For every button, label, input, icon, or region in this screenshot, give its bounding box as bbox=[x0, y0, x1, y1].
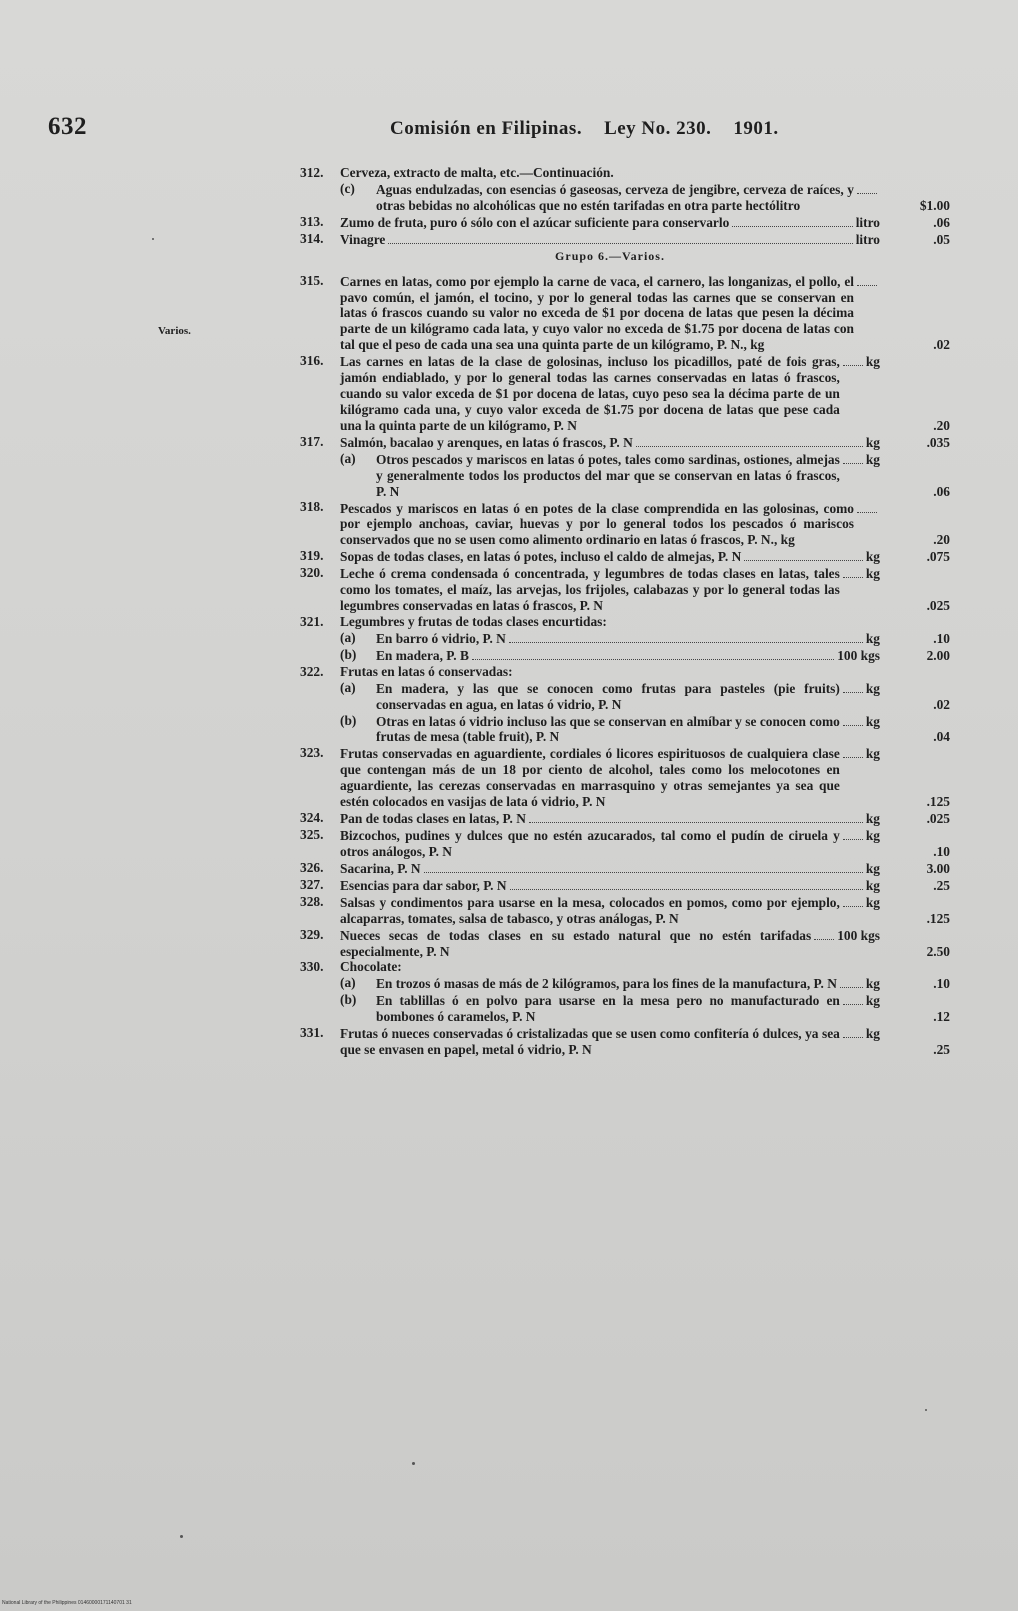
item-number: 326. bbox=[300, 859, 324, 875]
item-number: 317. bbox=[300, 433, 324, 449]
dot-leader bbox=[857, 499, 877, 512]
item-number: 329. bbox=[300, 926, 324, 942]
leader-line bbox=[340, 565, 880, 614]
unit-label: 100 kgs bbox=[837, 647, 880, 663]
tariff-subitem bbox=[300, 975, 950, 992]
scan-speck bbox=[412, 1462, 415, 1465]
tariff-item bbox=[300, 959, 950, 975]
leader-line bbox=[376, 451, 880, 500]
dot-leader bbox=[388, 231, 852, 244]
duty-rate: .025 bbox=[926, 598, 950, 614]
item-description bbox=[340, 231, 880, 248]
tariff-item bbox=[300, 860, 950, 877]
tariff-schedule bbox=[300, 165, 950, 1058]
duty-rate: .02 bbox=[933, 337, 950, 353]
leader-line bbox=[340, 894, 880, 927]
unit-label: kg bbox=[865, 746, 880, 762]
item-text: Salsas y condimentos para usarse en la mesa, colocados en pomos, como por ejemplo, alcaparras, tomates, salsa de tabasco, y otras análogas, P. N bbox=[340, 894, 840, 926]
item-description bbox=[340, 894, 880, 927]
leader-line bbox=[340, 877, 880, 894]
unit-label: kg bbox=[865, 860, 880, 876]
dot-leader bbox=[472, 647, 834, 660]
subitem-letter: (a) bbox=[340, 975, 356, 991]
item-text: Nueces secas de todas clases en su estado natural que no estén tarifadas especialmente, P. N bbox=[340, 927, 812, 959]
unit-label: kg bbox=[865, 894, 880, 910]
scan-footer: National Library of the Philippines 01460000171140701 31 bbox=[2, 1600, 132, 1606]
unit-label: kg bbox=[865, 877, 880, 893]
unit-label: kg bbox=[865, 993, 880, 1009]
unit-label: litro bbox=[855, 214, 880, 230]
dot-leader bbox=[843, 451, 863, 464]
tariff-item bbox=[300, 165, 950, 181]
item-description bbox=[340, 214, 880, 231]
tariff-item bbox=[300, 827, 950, 860]
leader-line bbox=[340, 214, 880, 231]
item-description bbox=[340, 1025, 880, 1058]
unit-label: kg bbox=[865, 549, 880, 565]
item-description: Chocolate: bbox=[340, 959, 402, 975]
item-number: 330. bbox=[300, 959, 324, 975]
subitem-letter: (c) bbox=[340, 180, 355, 196]
item-description bbox=[376, 975, 880, 992]
leader-line bbox=[340, 548, 880, 565]
tariff-item bbox=[300, 810, 950, 827]
item-description bbox=[340, 745, 880, 810]
item-text: Frutas conservadas en aguardiente, cordiales ó licores espirituosos de cualquiera clase que contengan más de un 18 por ciento de alcohol, tales como los melocotones en aguardiente, las cerezas conservadas en marrasquino y otras semejantes ya sea que estén colocados en vasijas de lata ó vidrio, P. N bbox=[340, 746, 840, 810]
tariff-item bbox=[300, 353, 950, 434]
item-number: 321. bbox=[300, 613, 324, 629]
page-number: 632 bbox=[48, 113, 87, 140]
running-head-law: Ley No. 230. bbox=[604, 118, 712, 139]
duty-rate: .035 bbox=[926, 434, 950, 450]
item-text: Pan de todas clases en latas, P. N bbox=[340, 811, 526, 827]
item-number: 313. bbox=[300, 213, 324, 229]
leader-line bbox=[376, 680, 880, 713]
subitem-letter: (b) bbox=[340, 712, 357, 728]
item-text: En tablillas ó en polvo para usarse en la mesa pero no manufacturado en bombones ó caramelos, P. N bbox=[376, 993, 840, 1025]
duty-rate: .10 bbox=[933, 630, 950, 646]
item-text: Pescados y mariscos en latas ó en potes de la clase comprendida en las golosinas, como por ejemplo anchoas, caviar, huevas y por lo general todos los pescados ó mariscos conservados que no se usen como alimento ordinario en latas ó frascos, P. N., kg bbox=[340, 500, 854, 548]
item-text: Carnes en latas, como por ejemplo la carne de vaca, el carnero, las longanizas, el pollo, el pavo común, el jamón, el tocino, y por lo general todas las carnes que se conservan en latas ó frascos cuando su valor no exceda de $1 por docena de latas que pesen la décima parte de un kilógramo cada lata, y cuyo valor no exceda de $1.75 por docena de latas con tal que el peso de cada una sea una quinta parte de un kilógramo, P. N., kg bbox=[340, 273, 854, 353]
duty-rate: 3.00 bbox=[926, 860, 950, 876]
item-text: En barro ó vidrio, P. N bbox=[376, 630, 506, 646]
unit-label: kg bbox=[865, 434, 880, 450]
dot-leader bbox=[843, 353, 863, 366]
unit-label: kg bbox=[865, 680, 880, 696]
duty-rate: .25 bbox=[933, 877, 950, 893]
tariff-subitem bbox=[300, 181, 950, 214]
leader-line bbox=[376, 630, 880, 647]
unit-label: kg bbox=[865, 630, 880, 646]
leader-line bbox=[340, 1025, 880, 1058]
item-text: Zumo de fruta, puro ó sólo con el azúcar suficiente para conservarlo bbox=[340, 214, 730, 230]
item-description bbox=[340, 273, 880, 354]
unit-label: kg bbox=[865, 811, 880, 827]
dot-leader bbox=[843, 680, 863, 693]
item-text: En madera, y las que se conocen como frutas para pasteles (pie fruits) conservadas en agua, en latas ó vidrio, P. N bbox=[376, 680, 840, 712]
duty-rate: .05 bbox=[933, 231, 950, 247]
item-description bbox=[376, 713, 880, 746]
leader-line bbox=[376, 713, 880, 746]
leader-line bbox=[340, 353, 880, 434]
tariff-item bbox=[300, 273, 950, 354]
item-description bbox=[376, 451, 880, 500]
tariff-item bbox=[300, 664, 950, 680]
subitem-letter: (a) bbox=[340, 679, 356, 695]
item-number: 328. bbox=[300, 893, 324, 909]
scan-speck bbox=[180, 1535, 183, 1538]
unit-label: kg bbox=[865, 566, 880, 582]
tariff-item bbox=[300, 745, 950, 810]
duty-rate: .125 bbox=[926, 794, 950, 810]
leader-line bbox=[376, 647, 880, 664]
item-text: Otras en latas ó vidrio incluso las que se conservan en almíbar y se conocen como frutas de mesa (table fruit), P. N bbox=[376, 713, 840, 745]
item-description bbox=[340, 565, 880, 614]
leader-line bbox=[340, 434, 880, 451]
unit-label: kg bbox=[865, 354, 880, 370]
tariff-subitem bbox=[300, 680, 950, 713]
duty-rate: 2.50 bbox=[926, 943, 950, 959]
item-description: Legumbres y frutas de todas clases encurtidas: bbox=[340, 613, 607, 629]
duty-rate: 2.00 bbox=[926, 647, 950, 663]
item-number: 312. bbox=[300, 165, 324, 180]
dot-leader bbox=[843, 992, 863, 1005]
dot-leader bbox=[843, 745, 863, 758]
item-description bbox=[340, 877, 880, 894]
dot-leader bbox=[509, 630, 863, 643]
subitem-letter: (b) bbox=[340, 992, 357, 1008]
tariff-item bbox=[300, 927, 950, 960]
dot-leader bbox=[843, 713, 863, 726]
tariff-item bbox=[300, 499, 950, 548]
tariff-item bbox=[300, 894, 950, 927]
item-description bbox=[340, 548, 880, 565]
tariff-item bbox=[300, 214, 950, 231]
item-text: En madera, P. B bbox=[376, 647, 469, 663]
item-text: Esencias para dar sabor, P. N bbox=[340, 877, 507, 893]
item-number: 314. bbox=[300, 230, 324, 246]
leader-line bbox=[340, 927, 880, 960]
item-number: 315. bbox=[300, 272, 324, 288]
item-number: 324. bbox=[300, 810, 324, 826]
leader-line bbox=[340, 273, 880, 354]
dot-leader bbox=[814, 927, 834, 940]
unit-label: kg bbox=[865, 976, 880, 992]
unit-label: kg bbox=[865, 828, 880, 844]
item-number: 320. bbox=[300, 565, 324, 581]
subitem-letter: (a) bbox=[340, 450, 356, 466]
item-text: En trozos ó masas de más de 2 kilógramos, para los fines de la manufactura, P. N bbox=[376, 976, 837, 992]
dot-leader bbox=[843, 1025, 863, 1038]
dot-leader bbox=[840, 975, 863, 988]
item-text: Vinagre bbox=[340, 231, 386, 247]
dot-leader bbox=[529, 810, 863, 823]
dot-leader bbox=[857, 181, 877, 194]
duty-rate: .06 bbox=[933, 214, 950, 230]
duty-rate: .12 bbox=[933, 1009, 950, 1025]
item-number: 316. bbox=[300, 353, 324, 369]
unit-label: kg bbox=[865, 451, 880, 467]
leader-line bbox=[340, 745, 880, 810]
unit-label: kg bbox=[865, 713, 880, 729]
item-description bbox=[376, 630, 880, 647]
item-text: Frutas ó nueces conservadas ó cristalizadas que se usen como confitería ó dulces, ya sea que se envasen en papel, metal ó vidrio, P. N bbox=[340, 1026, 840, 1058]
item-text: Sopas de todas clases, en latas ó potes, incluso el caldo de almejas, P. N bbox=[340, 549, 742, 565]
item-text: Las carnes en latas de la clase de golosinas, incluso los picadillos, paté de fois gras, jamón endiablado, y por lo general todas las carnes conservadas en latas ó frascos, cuando su valor exceda de $1 por docena de latas, cuyo peso sea la décima parte de un kilógramo cada una, y cuyo valor exceda de $1.75 por docena de latas que pese cada una la quinta parte de un kilógramo, P. N bbox=[340, 354, 840, 433]
duty-rate: .06 bbox=[933, 483, 950, 499]
tariff-subitem bbox=[300, 647, 950, 664]
item-number: 331. bbox=[300, 1025, 324, 1041]
tariff-item bbox=[300, 434, 950, 451]
tariff-subitem bbox=[300, 992, 950, 1025]
item-text: Otros pescados y mariscos en latas ó potes, tales como sardinas, ostiones, almejas y generalmente todos los productos del mar que se conservan en latas ó frascos, P. N bbox=[376, 451, 840, 499]
running-head-title: Comisión en Filipinas. bbox=[390, 118, 583, 139]
duty-rate: .075 bbox=[926, 549, 950, 565]
duty-rate: .04 bbox=[933, 729, 950, 745]
item-description bbox=[340, 927, 880, 960]
scan-speck bbox=[925, 1409, 927, 1411]
leader-line bbox=[376, 975, 880, 992]
leader-line bbox=[376, 181, 880, 214]
item-description bbox=[340, 499, 880, 548]
leader-line bbox=[340, 499, 880, 548]
item-description bbox=[376, 181, 880, 214]
tariff-item bbox=[300, 1025, 950, 1058]
tariff-subitem bbox=[300, 713, 950, 746]
tariff-item bbox=[300, 614, 950, 630]
item-text: Leche ó crema condensada ó concentrada, y legumbres de todas clases en latas, tales como los tomates, el maíz, las arvejas, los frijoles, calabazas y por lo general todas las legumbres conservadas en latas ó frascos, P. N bbox=[340, 566, 840, 614]
duty-rate: .10 bbox=[933, 843, 950, 859]
scan-speck bbox=[152, 238, 154, 240]
duty-rate: .02 bbox=[933, 696, 950, 712]
item-description bbox=[340, 434, 880, 451]
tariff-subitem bbox=[300, 451, 950, 500]
item-description bbox=[376, 992, 880, 1025]
running-head-year: 1901. bbox=[733, 118, 779, 139]
item-text: Bizcochos, pudines y dulces que no estén azucarados, tal como el pudín de ciruela y otros análogos, P. N bbox=[340, 828, 840, 859]
item-number: 318. bbox=[300, 499, 324, 515]
leader-line bbox=[340, 810, 880, 827]
item-number: 322. bbox=[300, 663, 324, 679]
item-number: 319. bbox=[300, 548, 324, 564]
dot-leader bbox=[843, 565, 863, 578]
dot-leader bbox=[732, 214, 852, 227]
item-text: Aguas endulzadas, con esencias ó gaseosas, cerveza de jengibre, cerveza de raíces, y otras bebidas no alcohólicas que no estén tarifadas en otra parte hectólitro bbox=[376, 181, 854, 213]
tariff-item bbox=[300, 548, 950, 565]
unit-label: kg bbox=[865, 1026, 880, 1042]
dot-leader bbox=[744, 548, 863, 561]
leader-line bbox=[376, 992, 880, 1025]
leader-line bbox=[340, 860, 880, 877]
running-head bbox=[390, 118, 779, 140]
item-description bbox=[340, 860, 880, 877]
leader-line bbox=[340, 827, 880, 860]
dot-leader bbox=[424, 860, 863, 873]
dot-leader bbox=[843, 894, 863, 907]
leader-line bbox=[340, 231, 880, 248]
duty-rate: .125 bbox=[926, 910, 950, 926]
dot-leader bbox=[636, 434, 863, 447]
duty-rate: .20 bbox=[933, 417, 950, 433]
item-description: Frutas en latas ó conservadas: bbox=[340, 663, 513, 679]
tariff-item bbox=[300, 565, 950, 614]
subitem-letter: (b) bbox=[340, 646, 357, 662]
duty-rate: .25 bbox=[933, 1042, 950, 1058]
subitem-letter: (a) bbox=[340, 629, 356, 645]
dot-leader bbox=[843, 827, 863, 840]
item-number: 327. bbox=[300, 876, 324, 892]
tariff-subitem bbox=[300, 630, 950, 647]
item-description: Cerveza, extracto de malta, etc.—Continuación. bbox=[340, 165, 614, 180]
dot-leader bbox=[857, 273, 877, 286]
item-description bbox=[340, 810, 880, 827]
unit-label: 100 kgs bbox=[837, 927, 880, 943]
item-text: Sacarina, P. N bbox=[340, 860, 421, 876]
item-number: 323. bbox=[300, 745, 324, 761]
unit-label: litro bbox=[855, 231, 880, 247]
item-number: 325. bbox=[300, 827, 324, 842]
margin-note: Varios. bbox=[158, 325, 191, 337]
duty-rate: .10 bbox=[933, 976, 950, 992]
item-description bbox=[376, 680, 880, 713]
group-heading: Grupo 6.—Varios. bbox=[555, 248, 665, 263]
dot-leader bbox=[510, 877, 863, 890]
tariff-item bbox=[300, 877, 950, 894]
item-description bbox=[340, 827, 880, 860]
duty-rate: $1.00 bbox=[919, 197, 950, 213]
item-text: Salmón, bacalao y arenques, en latas ó frascos, P. N bbox=[340, 434, 633, 450]
duty-rate: .025 bbox=[926, 811, 950, 827]
item-description bbox=[340, 353, 880, 434]
tariff-item bbox=[300, 231, 950, 248]
item-description bbox=[376, 647, 880, 664]
duty-rate: .20 bbox=[933, 532, 950, 548]
